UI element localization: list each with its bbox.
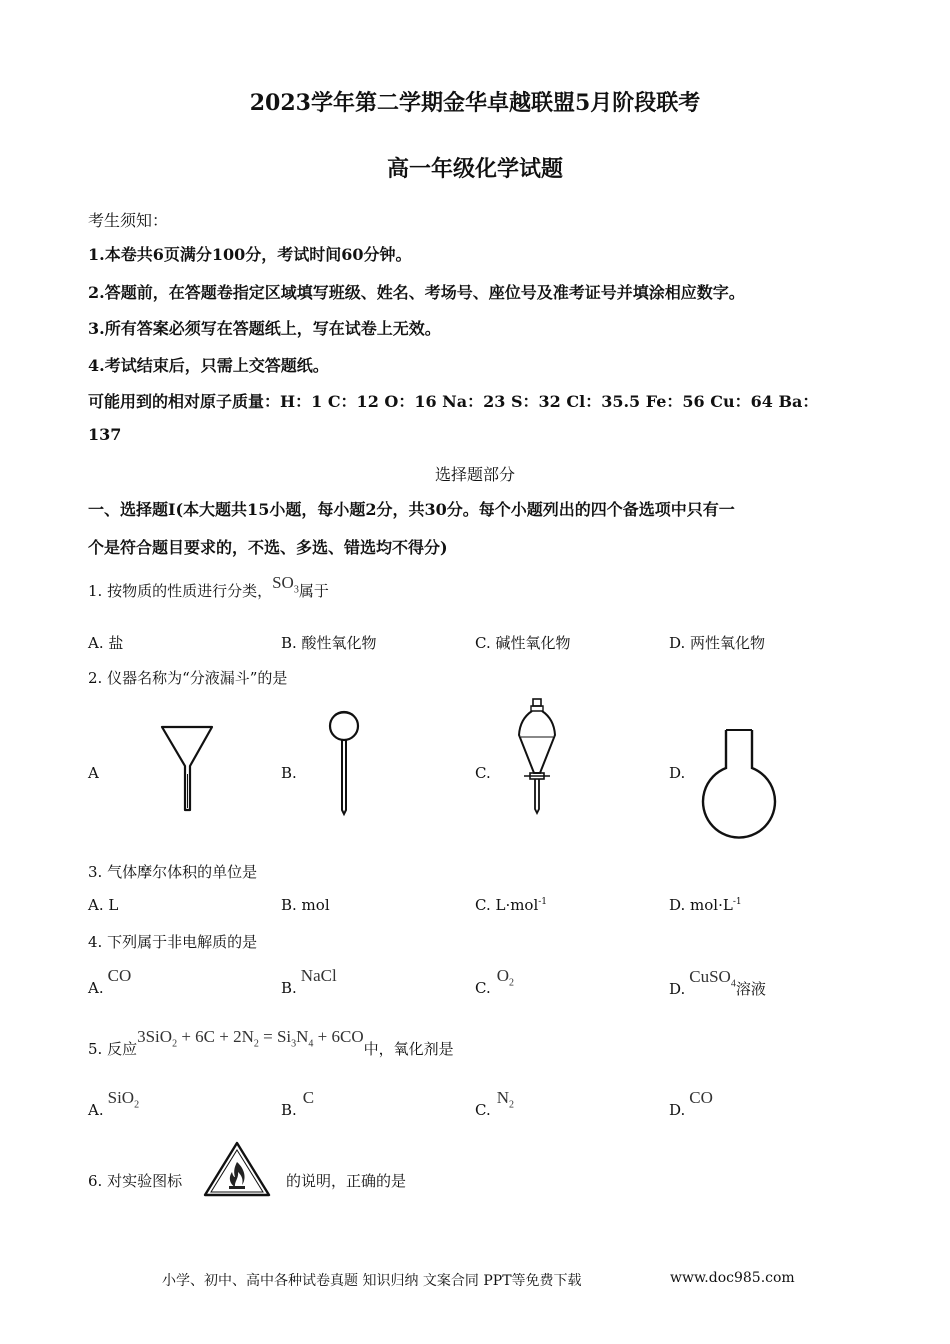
q1-option-c[interactable]: C. 碱性氧化物 — [475, 634, 571, 652]
notice-item-3: 3.所有答案必须写在答题纸上，写在试卷上无效。 — [88, 319, 441, 338]
round-bottom-flask-icon — [700, 728, 778, 822]
notice-item-4: 4.考试结束后，只需上交答题纸。 — [88, 356, 329, 375]
q2-option-a[interactable]: A — [88, 764, 99, 782]
q5-option-c[interactable]: $C.N_2$ — [475, 1088, 514, 1119]
q3-option-c[interactable]: C. L·mol$^{-1}$ — [475, 896, 548, 914]
q5-option-d[interactable]: D.CO — [669, 1088, 713, 1119]
q3-option-d[interactable]: D. $mol\cdot L^{-1}$ — [669, 896, 742, 914]
separatory-funnel-icon — [514, 697, 560, 815]
question-2: 2. 仪器名称为“分液漏斗”的是 — [88, 669, 288, 687]
q4-option-a[interactable]: A.CO — [88, 966, 132, 997]
footer-text: 小学、初中、高中各种试卷真题 知识归纳 文案合同 PPT等免费下载 — [162, 1273, 582, 1289]
exam-subtitle: 高一年级化学试题 — [386, 156, 563, 182]
footer-url[interactable]: www.doc985.com — [670, 1270, 795, 1286]
q2-option-b[interactable]: B. — [281, 764, 297, 782]
question-6-prefix: 6. 对实验图标 — [88, 1172, 183, 1190]
question-1-suffix: 属于 — [298, 582, 329, 600]
question-6-suffix: 的说明，正确的是 — [286, 1172, 407, 1190]
part1-instructions-line-2: 个是符合题目要求的，不选、多选、错选均不得分) — [88, 538, 448, 557]
question-3: 3. 气体摩尔体积的单位是 — [88, 863, 258, 881]
notice-item-1: 1.本卷共6页满分100分，考试时间60分钟。 — [88, 245, 412, 264]
question-4: 4. 下列属于非电解质的是 — [88, 933, 258, 951]
section-title: 选择题部分 — [434, 465, 515, 484]
notice-heading: 考生须知： — [88, 211, 169, 230]
q3-option-b[interactable]: B. mol — [281, 896, 330, 914]
flammable-warning-icon — [202, 1140, 272, 1198]
q4-option-b[interactable]: B.NaCl — [281, 966, 337, 997]
q1-option-a[interactable]: A. 盐 — [88, 634, 124, 652]
atomic-mass-line-1: 可能用到的相对原子质量：H：1 C：12 O：16 Na：23 S：32 Cl：35.5 Fe：56 Cu：64 Ba： — [88, 392, 819, 411]
q5-option-b[interactable]: B.C — [281, 1088, 315, 1119]
q2-option-c[interactable]: C. — [475, 764, 491, 782]
reaction-equation: $3SiO_2 + 6C + 2N_2 = Si_3N_4 + 6CO$ — [137, 1027, 364, 1050]
q5-option-a[interactable]: A.SiO$_2$ — [88, 1088, 140, 1119]
question-1 — [88, 573, 329, 603]
question-5: 5. 反应$3SiO_2 + 6C + 2N_2 = Si_3N_4 + 6CO$中，氧化剂是 — [88, 1027, 454, 1058]
question-1-formula: $SO_3$ — [272, 573, 299, 596]
q4-option-d[interactable]: D.CuSO$_4$溶液 — [669, 967, 766, 998]
funnel-icon — [160, 724, 216, 814]
q1-option-b[interactable]: B. 酸性氧化物 — [281, 634, 377, 652]
q2-option-d[interactable]: D. — [669, 764, 686, 782]
atomic-mass-line-2: 137 — [88, 425, 122, 444]
exam-title: 2023学年第二学期金华卓越联盟5月阶段联考 — [249, 90, 701, 116]
q1-option-d[interactable]: D. 两性氧化物 — [669, 634, 766, 652]
part1-instructions-line-1: 一、选择题I(本大题共15小题，每小题2分，共30分。每个小题列出的四个备选项中只有一 — [88, 500, 735, 519]
dropper-bulb-icon — [326, 706, 362, 816]
notice-item-2: 2.答题前，在答题卷指定区域填写班级、姓名、考场号、座位号及准考证号并填涂相应数字。 — [88, 283, 745, 302]
question-1-prefix: 1. 按物质的性质进行分类， — [88, 582, 273, 600]
q3-option-a[interactable]: A. L — [88, 896, 119, 914]
q4-option-c[interactable]: $C.O_2$ — [475, 966, 514, 997]
